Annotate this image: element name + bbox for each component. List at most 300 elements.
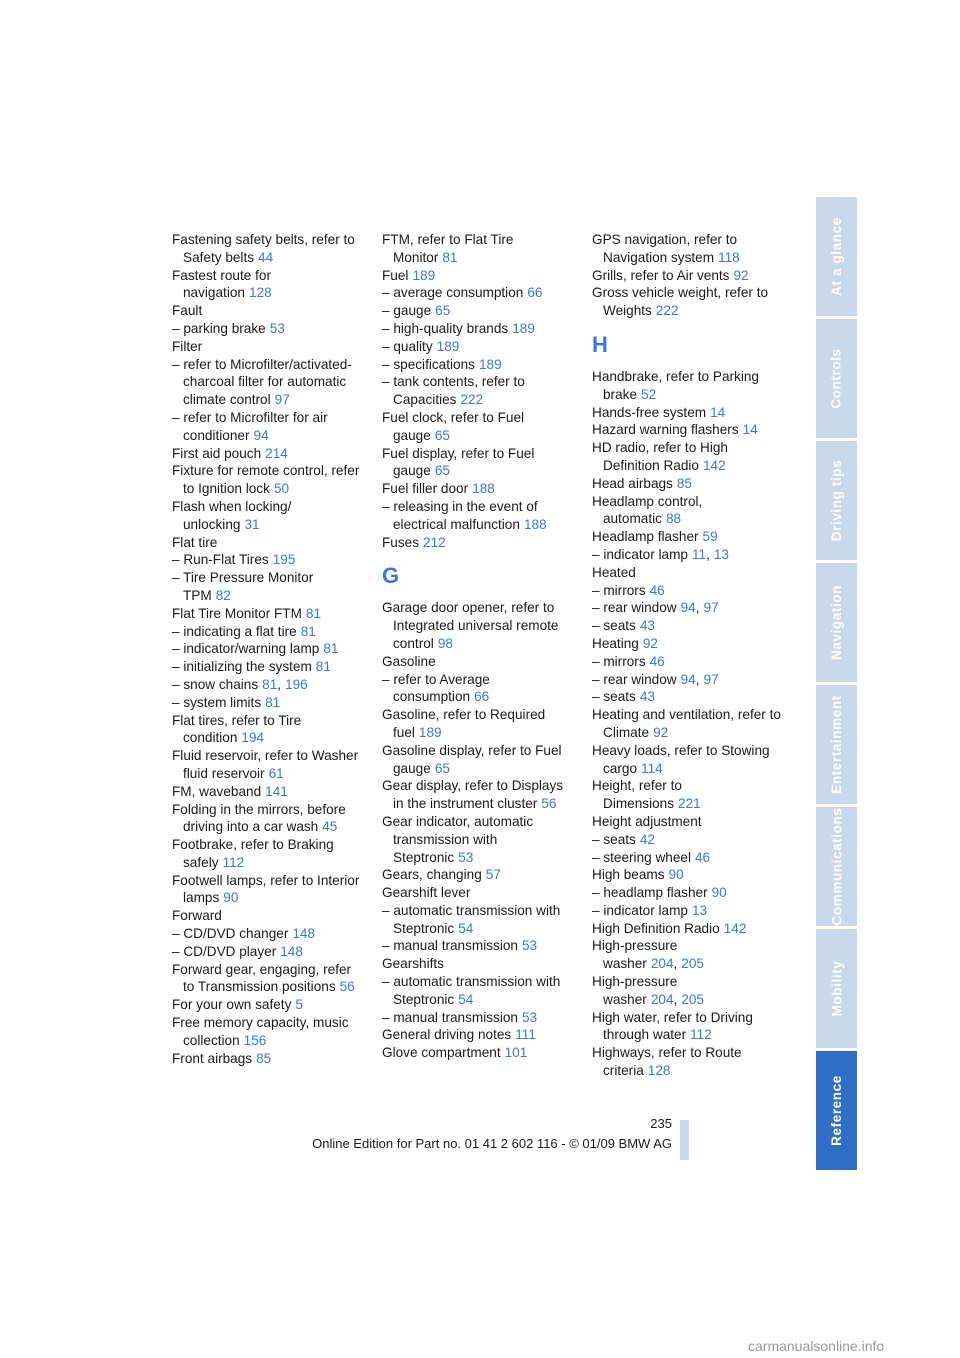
index-entry [172,498,362,534]
page-reference-link[interactable]: 97 [703,671,719,687]
tab-entertainment[interactable] [816,685,857,804]
page-reference-link[interactable]: 54 [458,920,474,936]
index-entry-text: Height adjustment [592,813,702,829]
index-entry [382,706,572,742]
index-entry [592,475,782,493]
index-subentry [382,1009,572,1027]
index-subentry [172,320,362,338]
index-subentry [172,925,362,943]
index-entry-text: Fastening safety belts, refer to Safety belts [172,232,355,265]
index-entry [592,866,782,884]
tab-label: Mobility [829,960,845,1017]
page-reference-link[interactable]: 90 [711,885,727,901]
index-entry-text: – steering wheel [592,849,691,865]
page-reference-link[interactable]: 92 [642,635,658,651]
index-entry-text: Grills, refer to Air vents [592,267,730,283]
index-entry [382,534,572,552]
index-entry [592,528,782,546]
page-reference-link[interactable]: 128 [248,285,272,301]
page-reference-link[interactable]: 85 [676,475,692,491]
page-reference-link[interactable]: 92 [733,267,749,283]
index-subentry [172,551,362,569]
index-entry-text: – gauge [382,303,432,319]
index-subentry [172,658,362,676]
index-entry-text: – quality [382,338,433,354]
index-entry [172,267,362,303]
page-reference-link[interactable]: 56 [541,796,557,812]
index-entry [592,421,782,439]
index-entry-text: Head airbags [592,475,673,491]
page-reference-link[interactable]: 141 [265,783,288,799]
page-reference-link[interactable]: 114 [641,760,663,776]
page-reference-link[interactable]: 66 [474,689,490,705]
page-reference-link[interactable]: 45 [322,819,338,835]
page-reference-link[interactable]: 97 [274,392,290,408]
index-subentry [382,671,572,707]
index-entry-text: Gears, changing [382,867,482,883]
page-reference-link[interactable]: 81 [262,676,278,692]
index-entry-text: Filter [172,338,203,354]
index-entry-text: – automatic transmission with Steptronic [382,974,561,1007]
index-entry-text: Gasoline display, refer to Fuel gauge [382,742,562,776]
page-reference-link[interactable]: 90 [668,867,684,883]
index-entry-text: GPS navigation, refer to Navigation system [592,232,738,265]
index-entry-text: Flash when locking/ unlocking [172,498,292,532]
index-subentry [592,582,782,600]
index-entry [172,783,362,801]
index-entry-text: Fluid reservoir, refer to Washer fluid reservoir [172,748,359,781]
index-entry-text: For your own safety [172,997,292,1013]
index-entry-text: – specifications [382,356,475,372]
tab-reference[interactable] [816,1051,857,1170]
page-reference-link[interactable]: 196 [285,676,308,692]
index-entry-text: High Definition Radio [592,920,720,936]
index-entry-text: – tank contents, refer to Capacities [382,374,525,408]
index-subentry [382,973,572,1009]
index-entry-text: Gasoline, refer to Required fuel [382,707,546,740]
page-reference-link[interactable]: 5 [295,997,303,1013]
page-reference-link[interactable]: 81 [315,659,331,675]
index-subentry [172,356,362,409]
index-column-3 [592,231,782,1080]
index-entry-text: – seats [592,689,636,705]
page-reference-link[interactable]: 94 [680,600,696,616]
page-reference-link[interactable]: 31 [244,516,260,532]
index-entry-text: Headlamp control, automatic [592,493,703,527]
index-entry-text: General driving notes [382,1027,512,1043]
index-entry [592,404,782,422]
index-entry [592,439,782,475]
index-entry-text: Gear indicator, automatic transmission with Steptronic [382,813,534,865]
index-entry [592,1009,782,1045]
index-entry [172,231,362,267]
tab-mobility[interactable] [816,929,857,1048]
index-entry-text: HD radio, refer to High Definition Radio [592,440,728,473]
index-entry-text: Fuel [382,267,409,283]
page-reference-link[interactable]: 148 [280,943,303,959]
page-reference-link[interactable]: 188 [523,516,547,532]
index-entry-text: Hazard warning flashers [592,422,739,438]
index-entry [592,920,782,938]
index-entry-text: Fixture for remote control, refer to Ignition lock [172,463,360,497]
index-entry [382,1026,572,1044]
index-subentry [382,498,572,534]
index-entry-text: Gearshift lever [382,885,471,901]
index-entry-text: – headlamp flasher [592,885,708,901]
index-entry-text: Heated [592,564,636,580]
index-entry-text: Gross vehicle weight, refer to Weights [592,285,769,319]
index-entry [172,338,362,356]
page-reference-link[interactable]: 88 [665,511,682,527]
page-reference-link[interactable]: 94 [680,671,696,687]
index-entry [382,955,572,973]
page-reference-link[interactable]: 189 [436,338,460,354]
page-reference-link[interactable]: 65 [434,427,450,443]
index-subentry [592,617,782,635]
page-reference-link[interactable]: 11 [691,546,707,562]
page-reference-link[interactable]: 14 [710,404,726,420]
index-subentry [172,640,362,658]
index-entry-text: – refer to Microfilter/activated-charcoal filter for automatic climate control [172,356,352,408]
index-subentry [382,902,572,938]
index-entry-text: – high-quality brands [382,320,509,336]
page-reference-link[interactable]: 53 [522,938,538,954]
index-entry-text: Fuses [382,534,420,550]
page-reference-link[interactable]: 81 [305,605,322,621]
index-entry [592,267,782,285]
page-reference-link[interactable]: 85 [256,1050,272,1066]
tab-controls[interactable] [816,319,857,438]
page-reference-link[interactable]: 42 [639,831,655,847]
page-reference-link[interactable]: 92 [653,724,669,740]
index-subentry: – rear window 94, 97 [592,600,719,616]
page-reference-link[interactable]: 222 [655,303,679,319]
page-reference-link[interactable]: 189 [418,724,442,740]
page-reference-link[interactable]: 65 [435,303,451,319]
page-reference-link[interactable]: 81 [265,694,281,710]
page-reference-link[interactable]: 142 [702,457,726,473]
index-entry-text: – Run-Flat Tires [172,552,269,568]
page-reference-link[interactable]: 98 [437,635,453,651]
index-entry-text: Flat Tire Monitor FTM [172,605,302,621]
section-tabs [816,197,857,1173]
page-reference-link[interactable]: 82 [215,587,231,603]
index-entry-text: – snow chains [172,676,259,692]
page-reference-link[interactable]: 204 [650,956,674,972]
page-reference-link[interactable]: 148 [292,926,316,942]
index-entry-text: Free memory capacity, music collection [172,1015,349,1048]
page-reference-link[interactable]: 61 [268,765,284,781]
index-entry [382,742,572,778]
index-entry-text: Gearshifts [382,956,444,972]
page-marker-bar [680,1120,689,1160]
index-entry-text: – refer to Average consumption [382,671,490,705]
page-reference-link[interactable]: 128 [647,1063,671,1079]
index-entry-text: – initializing the system [172,659,312,675]
page-reference-link[interactable]: 221 [678,796,701,812]
page-reference-link[interactable]: 50 [273,481,290,497]
page-reference-link[interactable]: 156 [243,1032,267,1048]
index-entry-text: Headlamp flasher [592,529,699,545]
index-subentry [172,694,362,712]
page-reference-link[interactable]: 43 [639,689,655,705]
index-entry-text: – automatic transmission with Steptronic [382,902,561,936]
index-entry-text: Glove compartment [382,1045,501,1061]
index-entry-text: Gear display, refer to Displays in the instrument cluster [382,778,564,812]
index-entry [592,635,782,653]
index-entry-text: – indicator lamp [592,546,688,562]
index-column-2 [382,231,572,1062]
tab-label: Driving tips [829,459,844,542]
page-reference-link[interactable]: 65 [434,760,450,776]
index-entry-text: Fastest route for navigation [172,267,271,301]
index-entry-text: – system limits [172,694,262,710]
index-subentry [382,356,572,374]
tab-communications[interactable] [816,807,857,926]
page-reference-link[interactable]: 189 [412,267,436,283]
page-reference-link[interactable]: 53 [522,1009,538,1025]
index-entry [382,231,572,267]
index-entry-text: Gasoline [382,653,436,669]
index-entry-text: Heating [592,635,639,651]
index-entry-text: First aid pouch [172,445,262,461]
index-entry-text: Footwell lamps, refer to Interior lamps [172,872,360,906]
index-entry [172,712,362,748]
index-subentry [172,569,362,605]
page-reference-link[interactable]: 43 [639,618,655,634]
index-entry [172,836,362,872]
page-reference-link[interactable]: 189 [478,356,502,372]
index-entry [592,564,782,582]
index-entry-text: Fuel filler door [382,481,469,497]
page-reference-link[interactable]: 205 [681,991,704,1007]
index-entry-text: Flat tires, refer to Tire condition [172,712,302,746]
index-entry [382,445,572,481]
index-entry-text: – CD/DVD player [172,943,277,959]
watermark: carmanualsonline.info [748,1338,885,1354]
page-reference-link[interactable]: 189 [512,320,535,336]
tab-label: At a glance [829,217,844,296]
index-letter-heading: H [592,331,608,357]
index-entry [382,1044,572,1062]
index-entry [592,706,782,742]
index-entry-text: Garage door opener, refer to Integrated universal remote control [382,600,559,651]
index-entry-text: Heating and ventilation, refer to Climate [592,707,781,740]
index-entry-text: – indicator lamp [592,902,688,918]
index-entry [382,777,572,813]
index-column-1 [172,231,362,1067]
index-entry [172,907,362,925]
index-subentry [592,653,782,671]
index-subentry [382,373,572,409]
page-reference-link[interactable]: 13 [691,902,708,918]
index-subentry: – snow chains 81, 196 [172,676,308,692]
page-reference-link[interactable]: 59 [702,529,718,545]
tab-label: Reference [829,1075,844,1146]
index-subentry [592,884,782,902]
index-entry [592,777,782,813]
index-entry-text: – releasing in the event of electrical malfunction [382,498,538,532]
index-entry-text: – indicating a flat tire [172,623,297,639]
page-reference-link[interactable]: 94 [253,427,269,443]
index-entry-text: – seats [592,831,636,847]
index-entry-text: – rear window [592,671,677,687]
index-entry [382,480,572,498]
index-subentry [592,688,782,706]
index-subentry [382,338,572,356]
index-entry-text: Flat tire [172,534,218,550]
index-entry-text: High-pressure washer [592,938,678,972]
page-reference-link[interactable]: 212 [423,534,446,550]
index-entry-text: – average consumption [382,285,524,301]
index-entry [172,996,362,1014]
index-entry [172,445,362,463]
page-reference-link[interactable]: 81 [323,641,339,657]
index-entry [592,368,782,404]
index-entry [382,653,572,671]
index-entry-text: Height, refer to Dimensions [592,778,682,812]
index-entry-text: Handbrake, refer to Parking brake [592,368,759,402]
page-reference-link[interactable]: 57 [485,867,501,883]
page-reference-link[interactable]: 54 [458,991,474,1007]
page-reference-link[interactable]: 81 [300,623,316,639]
index-entry-text: High-pressure washer [592,974,678,1007]
page-number: 235 [650,1116,672,1131]
index-letter-heading: G [382,563,400,589]
index-entry [592,813,782,831]
index-entry [172,1050,362,1068]
index-entry [382,267,572,285]
index-entry-text: – manual transmission [382,1009,518,1025]
page-reference-link[interactable]: 44 [258,249,274,265]
index-entry-text: Fuel clock, refer to Fuel gauge [382,409,525,443]
index-subentry [382,302,572,320]
tab-driving-tips[interactable] [816,441,857,560]
tab-label: Controls [829,348,845,409]
page-reference-link[interactable]: 142 [723,920,747,936]
tab-navigation[interactable] [816,563,857,682]
index-entry [172,462,362,498]
footer-text: Online Edition for Part no. 01 41 2 602 116 - © 01/09 BMW AG [312,1136,672,1151]
page-reference-link[interactable]: 118 [718,249,740,265]
page-reference-link[interactable]: 111 [515,1027,536,1043]
page-reference-link[interactable]: 46 [649,582,665,598]
index-subentry [172,409,362,445]
index-entry-text: FTM, refer to Flat Tire Monitor [382,232,514,265]
page-reference-link[interactable]: 188 [472,481,495,497]
index-entry-text: Front airbags [172,1050,253,1066]
index-entry-text: – manual transmission [382,938,518,954]
index-subentry [382,284,572,302]
page-reference-link[interactable]: 214 [265,445,288,461]
index-entry-text: Footbrake, refer to Braking safely [172,837,334,870]
page-reference-link[interactable]: 204 [650,991,674,1007]
index-entry [172,534,362,552]
index-entry [382,409,572,445]
index-entry-text: Fuel display, refer to Fuel gauge [382,445,535,479]
page-reference-link[interactable]: 112 [222,854,245,870]
tab-label: Navigation [829,584,845,661]
index-subentry [592,831,782,849]
index-entry: High-pressure washer 204, 205 [592,938,704,972]
index-entry-text: High water, refer to Driving through water [592,1009,753,1043]
index-subentry [592,902,782,920]
index-entry-text: – rear window [592,600,677,616]
index-entry-text: High beams [592,867,665,883]
page-reference-link[interactable]: 53 [269,320,285,336]
page-reference-link[interactable]: 90 [223,890,239,906]
page-reference-link[interactable]: 65 [434,463,450,479]
index-entry-text: – indicator/warning lamp [172,641,320,657]
index-entry [592,1044,782,1080]
page-reference-link[interactable]: 56 [339,979,355,995]
page-reference-link[interactable]: 205 [681,956,704,972]
index-entry-text: – mirrors [592,582,646,598]
index-entry-text: Highways, refer to Route criteria [592,1045,742,1079]
page-reference-link[interactable]: 14 [742,422,758,438]
index-entry-text: Hands-free system [592,404,707,420]
index-entry-text: – CD/DVD changer [172,926,289,942]
index-entry [172,605,362,623]
index-entry [382,866,572,884]
tab-at-a-glance[interactable] [816,197,857,316]
index-entry [172,872,362,908]
index-entry [592,231,782,267]
page-reference-link[interactable]: 46 [695,849,711,865]
page-reference-link[interactable]: 97 [703,600,719,616]
page-reference-link[interactable]: 66 [527,285,543,301]
index-entry-text: – Tire Pressure Monitor TPM [172,570,314,603]
index-entry-text: Forward gear, engaging, refer to Transmission positions [172,961,352,995]
index-subentry [172,623,362,641]
index-entry-text: – mirrors [592,653,646,669]
page-reference-link[interactable]: 53 [458,849,474,865]
index-subentry [382,320,572,338]
index-subentry [592,849,782,867]
index-subentry: – rear window 94, 97 [592,671,719,687]
index-entry [172,1014,362,1050]
index-entry [592,742,782,778]
index-subentry [172,943,362,961]
page-reference-link[interactable]: 112 [690,1027,712,1043]
index-entry [382,813,572,866]
index-entry-text: FM, waveband [172,783,262,799]
index-entry-text: – parking brake [172,320,266,336]
index-entry [172,801,362,837]
page-reference-link[interactable]: 81 [442,249,458,265]
page-reference-link[interactable]: 222 [460,392,484,408]
index-entry [592,284,782,320]
page-reference-link[interactable]: 195 [272,552,296,568]
page-reference-link[interactable]: 101 [504,1045,528,1061]
index-entry [172,302,362,320]
index-subentry [382,937,572,955]
index-entry [172,961,362,997]
index-entry [172,747,362,783]
index-entry-text: Fault [172,303,203,319]
index-entry [592,493,782,529]
index-entry-text: Heavy loads, refer to Stowing cargo [592,742,770,776]
index-entry-text: Folding in the mirrors, before driving into a car wash [172,801,346,835]
page-reference-link[interactable]: 13 [713,546,729,562]
tab-label: Communications [829,807,845,926]
page-reference-link[interactable]: 46 [649,653,665,669]
index-entry [382,884,572,902]
index-entry [382,599,572,652]
index-entry: High-pressure washer 204, 205 [592,974,704,1007]
page-reference-link[interactable]: 52 [641,386,657,402]
page-reference-link[interactable]: 194 [241,730,265,746]
